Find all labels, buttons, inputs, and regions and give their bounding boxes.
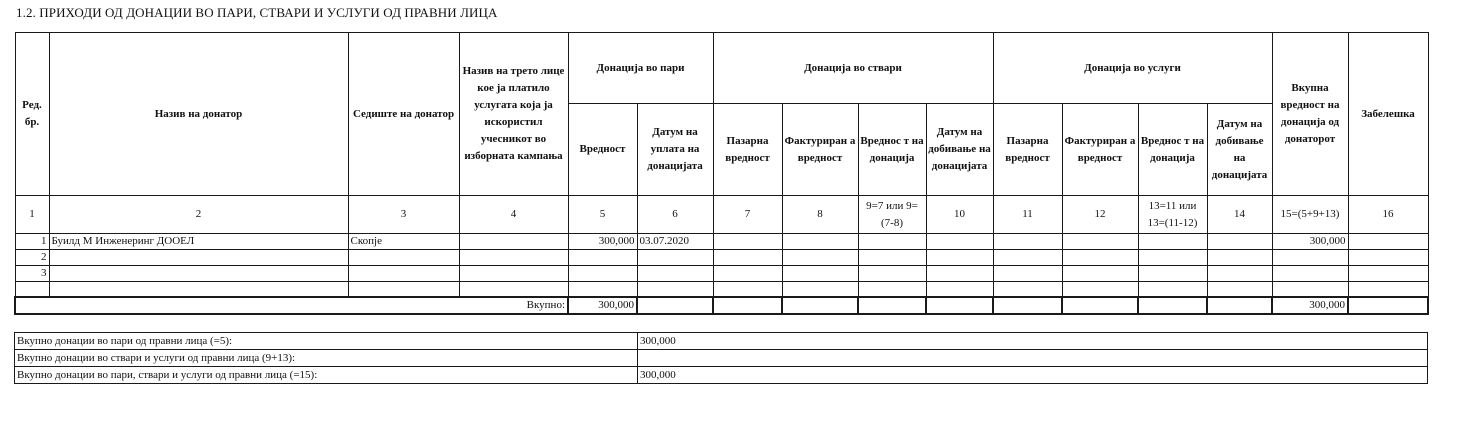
header-donacija-stvari: Донација во ствари bbox=[713, 33, 993, 104]
empty-cell bbox=[858, 282, 926, 297]
column-number: 10 bbox=[926, 196, 993, 234]
summary-label: Вкупно донации во ствари и услуги од правни лица (9+13): bbox=[15, 350, 638, 367]
totals-label: Вкупно: bbox=[15, 297, 568, 314]
empty-cell bbox=[1138, 250, 1207, 266]
empty-cell bbox=[782, 297, 858, 314]
empty-cell bbox=[782, 266, 858, 282]
payment-date bbox=[637, 266, 713, 282]
header-pazarna-vrednost: Пазарна вредност bbox=[993, 104, 1062, 196]
donor-seat bbox=[348, 250, 459, 266]
empty-cell bbox=[858, 297, 926, 314]
empty-cell bbox=[1207, 282, 1272, 297]
row-number: 2 bbox=[15, 250, 49, 266]
empty-cell bbox=[1138, 266, 1207, 282]
empty-cell bbox=[713, 250, 782, 266]
header-fakturirana-vrednost: Фактуриран а вредност bbox=[1062, 104, 1138, 196]
note-cell bbox=[1348, 234, 1428, 250]
empty-cell bbox=[1062, 297, 1138, 314]
money-value: 300,000 bbox=[568, 234, 637, 250]
header-naziv-donator: Назив на донатор bbox=[49, 33, 348, 196]
section-title: 1.2. ПРИХОДИ ОД ДОНАЦИИ ВО ПАРИ, СТВАРИ И УСЛУГИ ОД ПРАВНИ ЛИЦА bbox=[16, 5, 498, 20]
header-datum-dobivanje: Датум на добивање на донацијата bbox=[1207, 104, 1272, 196]
empty-cell bbox=[1062, 266, 1138, 282]
summary-value: 300,000 bbox=[638, 333, 1428, 350]
header-treto-lice: Назив на трето лице кое ја платило услугата која ја искористил учесникот во изборната кампања bbox=[459, 33, 568, 196]
column-number: 13=11 или 13=(11-12) bbox=[1138, 196, 1207, 234]
third-party-cell bbox=[459, 282, 568, 297]
note-cell bbox=[1348, 282, 1428, 297]
empty-cell bbox=[1138, 297, 1207, 314]
payment-date bbox=[637, 282, 713, 297]
column-number: 8 bbox=[782, 196, 858, 234]
column-number: 11 bbox=[993, 196, 1062, 234]
header-reden-broj: Ред. бр. bbox=[15, 33, 49, 196]
payment-date bbox=[637, 250, 713, 266]
summary-value: 300,000 bbox=[638, 367, 1428, 384]
empty-cell bbox=[1062, 250, 1138, 266]
summary-row bbox=[15, 333, 1428, 350]
header-vrednost: Вредност bbox=[568, 104, 637, 196]
empty-cell bbox=[926, 266, 993, 282]
third-party-cell bbox=[459, 266, 568, 282]
payment-date: 03.07.2020 bbox=[637, 234, 713, 250]
header-vrednost-donacija: Вреднос т на донација bbox=[858, 104, 926, 196]
empty-cell bbox=[1062, 282, 1138, 297]
empty-cell bbox=[713, 297, 782, 314]
header-pazarna-vrednost: Пазарна вредност bbox=[713, 104, 782, 196]
column-number: 14 bbox=[1207, 196, 1272, 234]
column-number: 6 bbox=[637, 196, 713, 234]
empty-cell bbox=[1348, 297, 1428, 314]
column-number: 1 bbox=[15, 196, 49, 234]
summary-row bbox=[15, 367, 1428, 384]
totals-money-value: 300,000 bbox=[568, 297, 637, 314]
row-number bbox=[15, 282, 49, 297]
empty-cell bbox=[993, 234, 1062, 250]
table-row bbox=[15, 234, 1428, 250]
row-total bbox=[1272, 250, 1348, 266]
column-number: 2 bbox=[49, 196, 348, 234]
summary-value bbox=[638, 350, 1428, 367]
third-party-cell bbox=[459, 250, 568, 266]
header-fakturirana-vrednost: Фактуриран а вредност bbox=[782, 104, 858, 196]
summary-label: Вкупно донации во пари, ствари и услуги од правни лица (=15): bbox=[15, 367, 638, 384]
column-number: 16 bbox=[1348, 196, 1428, 234]
table-row bbox=[15, 282, 1428, 297]
table-row bbox=[15, 250, 1428, 266]
totals-row bbox=[15, 297, 1428, 314]
empty-cell bbox=[782, 234, 858, 250]
row-total: 300,000 bbox=[1272, 234, 1348, 250]
donor-name bbox=[49, 282, 348, 297]
header-datum-uplata: Датум на уплата на донацијата bbox=[637, 104, 713, 196]
empty-cell bbox=[782, 250, 858, 266]
empty-cell bbox=[1138, 282, 1207, 297]
header-sedishte: Седиште на донатор bbox=[348, 33, 459, 196]
donations-table bbox=[14, 32, 1429, 315]
third-party-cell bbox=[459, 234, 568, 250]
empty-cell bbox=[858, 234, 926, 250]
header-vrednost-donacija: Вреднос т на донација bbox=[1138, 104, 1207, 196]
donor-seat: Скопје bbox=[348, 234, 459, 250]
column-number: 3 bbox=[348, 196, 459, 234]
empty-cell bbox=[1138, 234, 1207, 250]
empty-cell bbox=[926, 234, 993, 250]
empty-cell bbox=[713, 234, 782, 250]
empty-cell bbox=[1207, 250, 1272, 266]
empty-cell bbox=[926, 250, 993, 266]
empty-cell bbox=[858, 266, 926, 282]
empty-cell bbox=[1207, 234, 1272, 250]
donor-name bbox=[49, 250, 348, 266]
column-number: 12 bbox=[1062, 196, 1138, 234]
column-number: 4 bbox=[459, 196, 568, 234]
column-number: 15=(5+9+13) bbox=[1272, 196, 1348, 234]
summary-table bbox=[14, 332, 1428, 384]
header-zabeleshka: Забелешка bbox=[1348, 33, 1428, 196]
money-value bbox=[568, 266, 637, 282]
row-number: 1 bbox=[15, 234, 49, 250]
note-cell bbox=[1348, 266, 1428, 282]
empty-cell bbox=[993, 250, 1062, 266]
donor-seat bbox=[348, 282, 459, 297]
empty-cell bbox=[926, 297, 993, 314]
empty-cell bbox=[1207, 297, 1272, 314]
empty-cell bbox=[993, 297, 1062, 314]
empty-cell bbox=[858, 250, 926, 266]
totals-grand-total: 300,000 bbox=[1272, 297, 1348, 314]
empty-cell bbox=[926, 282, 993, 297]
empty-cell bbox=[993, 266, 1062, 282]
column-number: 9=7 или 9=(7-8) bbox=[858, 196, 926, 234]
header-donacija-uslugi: Донација во услуги bbox=[993, 33, 1272, 104]
note-cell bbox=[1348, 250, 1428, 266]
header-donacija-pari: Донација во пари bbox=[568, 33, 713, 104]
money-value bbox=[568, 250, 637, 266]
empty-cell bbox=[1062, 234, 1138, 250]
column-number: 7 bbox=[713, 196, 782, 234]
empty-cell bbox=[637, 297, 713, 314]
row-total bbox=[1272, 266, 1348, 282]
donor-name: Буилд М Инженеринг ДООЕЛ bbox=[49, 234, 348, 250]
header-vkupna-vrednost: Вкупна вредност на донација од донаторот bbox=[1272, 33, 1348, 196]
donor-name bbox=[49, 266, 348, 282]
empty-cell bbox=[1207, 266, 1272, 282]
summary-label: Вкупно донации во пари од правни лица (=5): bbox=[15, 333, 638, 350]
summary-row bbox=[15, 350, 1428, 367]
money-value bbox=[568, 282, 637, 297]
row-number: 3 bbox=[15, 266, 49, 282]
column-number: 5 bbox=[568, 196, 637, 234]
empty-cell bbox=[713, 266, 782, 282]
donor-seat bbox=[348, 266, 459, 282]
table-row bbox=[15, 266, 1428, 282]
empty-cell bbox=[993, 282, 1062, 297]
empty-cell bbox=[713, 282, 782, 297]
row-total bbox=[1272, 282, 1348, 297]
empty-cell bbox=[782, 282, 858, 297]
header-datum-dobivanje: Датум на добивање на донацијата bbox=[926, 104, 993, 196]
